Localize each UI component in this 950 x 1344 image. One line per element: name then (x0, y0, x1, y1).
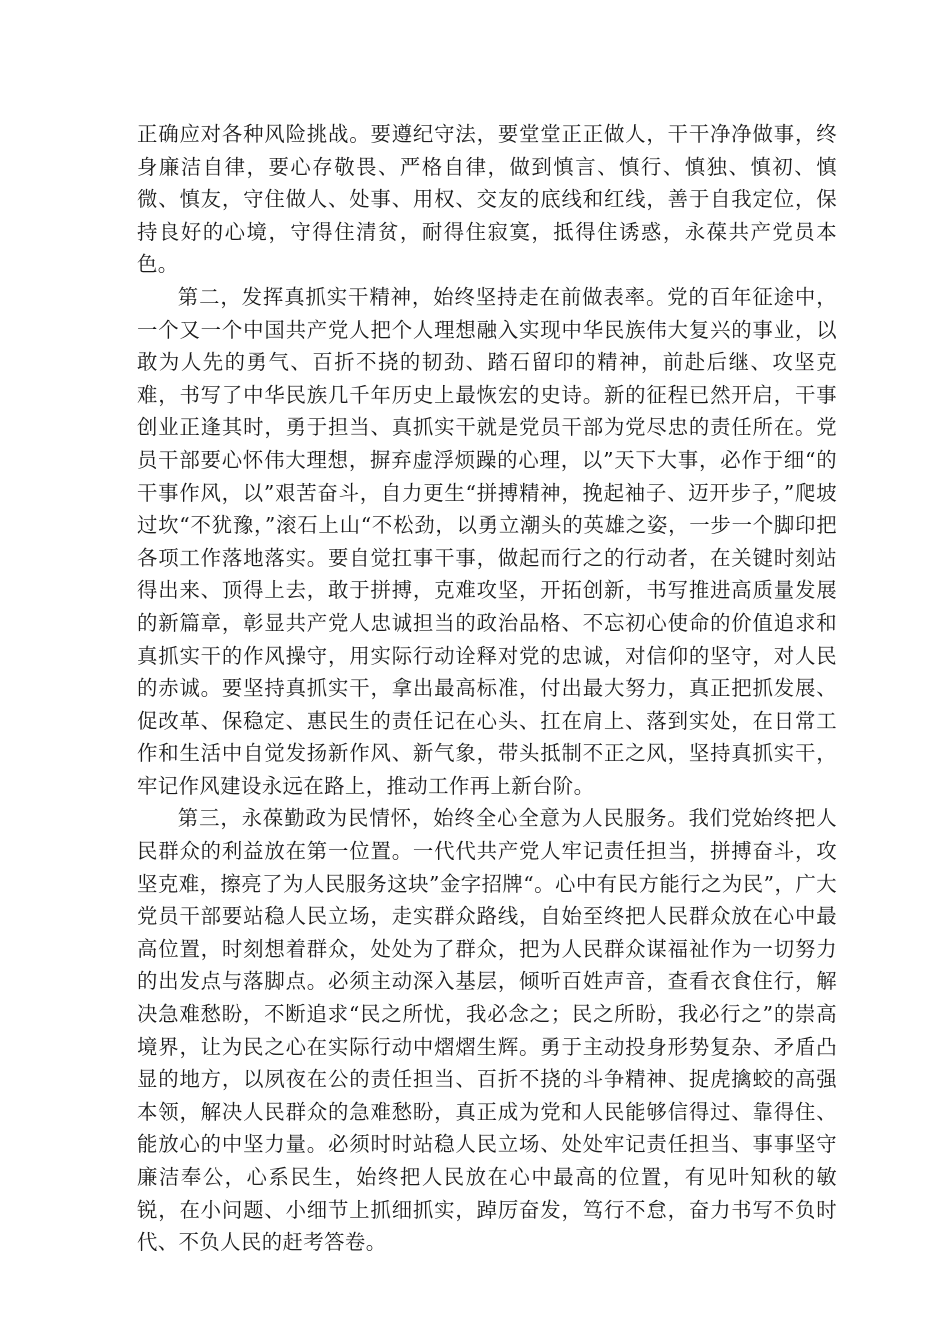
paragraph-continuation: 正确应对各种风险挑战。要遵纪守法，要堂堂正正做人，干干净净做事，终身廉洁自律，要心存敬畏、严格自律，做到慎言、慎行、慎独、慎初、慎微、慎友，守住做人、处事、用权、交友的底线和红线，善于自我定位，保持良好的心境，守得住清贫，耐得住寂寞，抵得住诱惑，永葆共产党员本色。 (137, 122, 837, 277)
document-body (137, 118, 837, 1259)
paragraph-third-point: 第三，永葆勤政为民情怀，始终全心全意为人民服务。我们党始终把人民群众的利益放在第一位置。一代代共产党人牢记责任担当，拼搏奋斗，攻坚克难，擦亮了为人民服务这块”金字招牌“。心中有民方能行之为民”，广大党员干部要站稳人民立场，走实群众路线，自始至终把人民群众放在心中最高位置，时刻想着群众，处处为了群众，把为人民群众谋福祉作为一切努力的出发点与落脚点。必须主动深入基层，倾听百姓声音，查看衣食住行，解决急难愁盼，不断追求“民之所忧，我必念之；民之所盼，我必行之”的崇高境界，让为民之心在实际行动中熠熠生辉。勇于主动投身形势复杂、矛盾凸显的地方，以夙夜在公的责任担当、百折不挠的斗争精神、捉虎擒蛟的高强本领，解决人民群众的急难愁盼，真正成为党和人民能够信得过、靠得住、能放心的中坚力量。必须时时站稳人民立场、处处牢记责任担当、事事坚守廉洁奉公，心系民生，始终把人民放在心中最高的位置，有见叶知秋的敏锐，在小问题、小细节上抓细抓实，踔厉奋发，笃行不怠，奋力书写不负时代、不负人民的赶考答卷。 (137, 806, 837, 1255)
paragraph-second-point: 第二，发挥真抓实干精神，始终坚持走在前做表率。党的百年征途中，一个又一个中国共产党人把个人理想融入实现中华民族伟大复兴的事业，以敢为人先的勇气、百折不挠的韧劲、踏石留印的精神，前赴后继、攻坚克难，书写了中华民族几千年历史上最恢宏的史诗。新的征程已然开启，干事创业正逢其时，勇于担当、真抓实干就是党员干部为党尽忠的责任所在。党员干部要心怀伟大理想，摒弃虚浮烦躁的心理，以”天下大事，必作于细“的干事作风，以”艰苦奋斗，自力更生“拼搏精神，挽起袖子、迈开步子，”爬坡过坎“不犹豫，”滚石上山“不松劲，以勇立潮头的英雄之姿，一步一个脚印把各项工作落地落实。要自觉扛事干事，做起而行之的行动者，在关键时刻站得出来、顶得上去，敢于拼搏，克难攻坚，开拓创新，书写推进高质量发展的新篇章，彰显共产党人忠诚担当的政治品格、不忘初心使命的价值追求和真抓实干的作风操守，用实际行动诠释对党的忠诚，对信仰的坚守，对人民的赤诚。要坚持真抓实干，拿出最高标准，付出最大努力，真正把抓发展、促改革、保稳定、惠民生的责任记在心头、扛在肩上、落到实处，在日常工作和生活中自觉发扬新作风、新气象，带头抵制不正之风，坚持真抓实干，牢记作风建设永远在路上，推动工作再上新台阶。 (137, 284, 837, 798)
